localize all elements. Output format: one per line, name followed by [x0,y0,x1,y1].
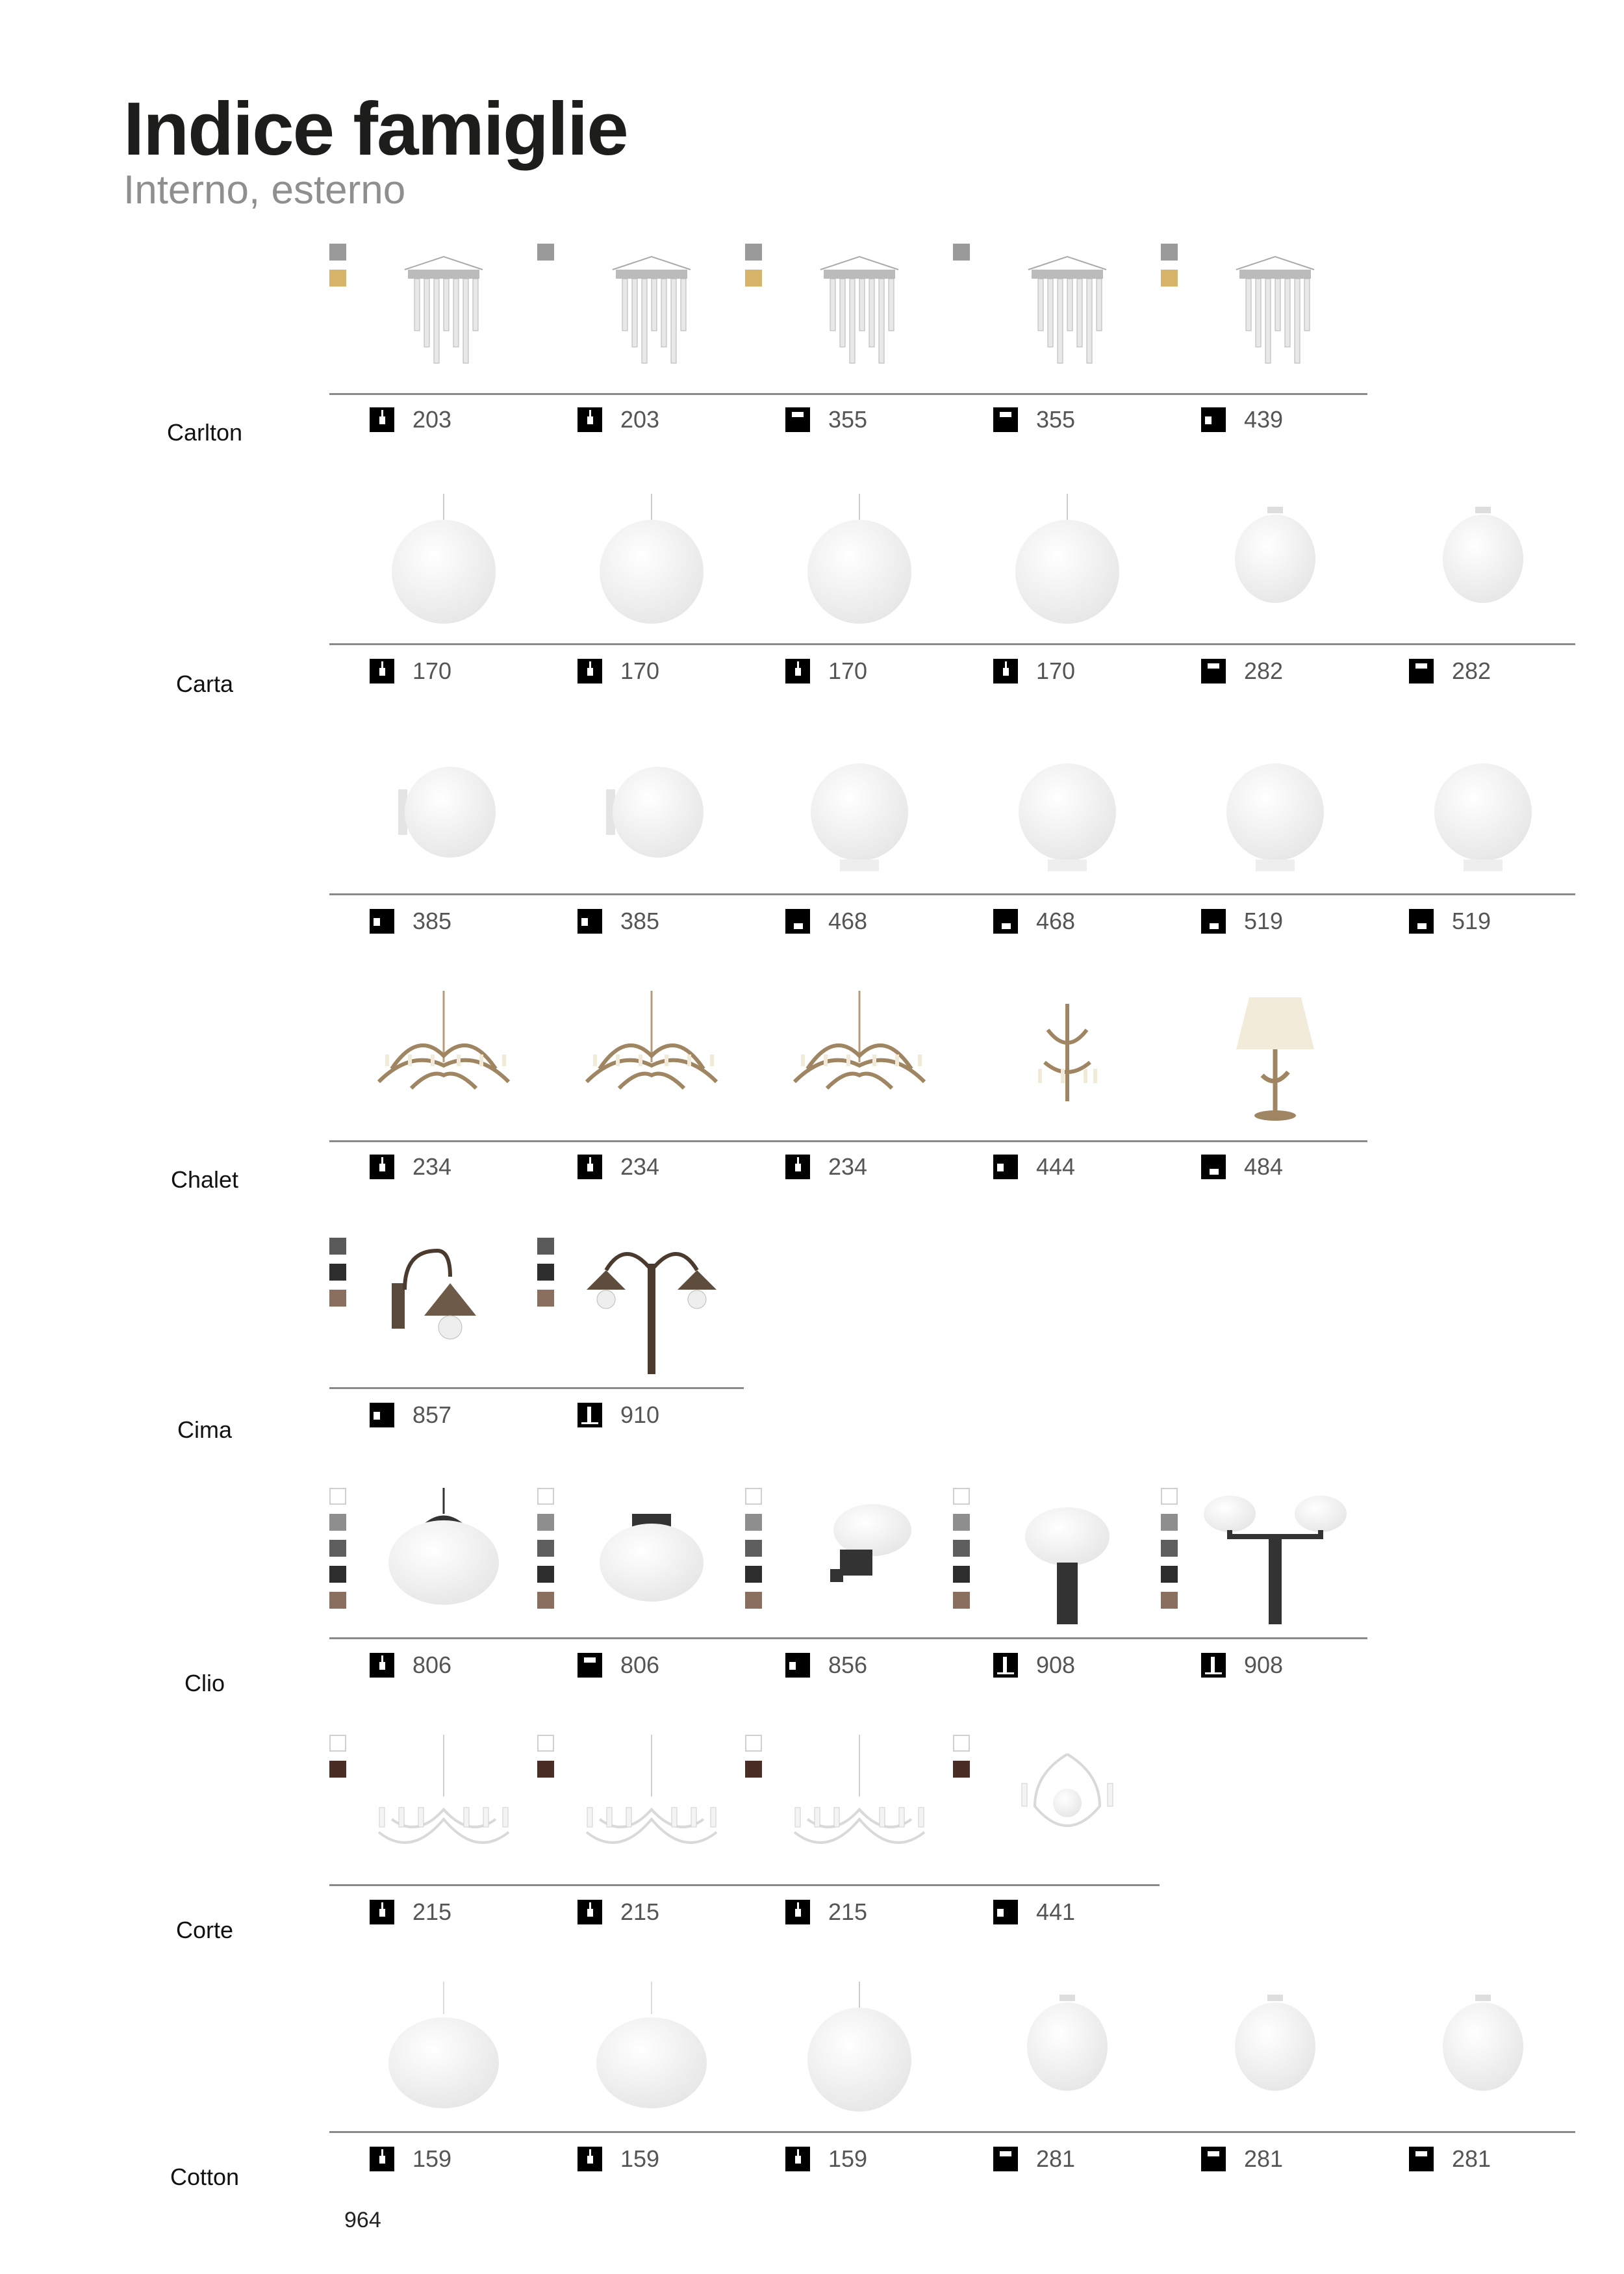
page-reference [993,1898,1075,1926]
page-ref-number[interactable]: 170 [412,658,452,684]
finish-swatch [745,1735,762,1752]
product-image [1392,494,1574,630]
table-icon [993,909,1018,934]
finish-swatch [537,1761,554,1778]
product-image [976,1488,1158,1624]
page-ref-number[interactable]: 234 [412,1153,452,1180]
page-ref-number[interactable]: 282 [1452,658,1491,684]
product-image [768,244,950,380]
product-image [561,1238,742,1374]
finish-swatch [537,244,554,261]
page-ref-number[interactable]: 856 [828,1652,868,1678]
wall-icon [1201,407,1226,432]
product-image [976,1735,1158,1871]
page-reference [785,908,867,935]
family-name: Chalet [170,1166,239,1193]
product-image [1184,991,1366,1127]
finish-swatch [537,1264,554,1281]
product-card[interactable] [953,244,1160,439]
product-card[interactable] [1369,1982,1575,2178]
product-card[interactable] [1369,744,1575,940]
page-reference [785,1652,867,1679]
finish-swatch [329,1264,346,1281]
product-card[interactable] [953,1488,1160,1684]
finish-swatches [745,1488,762,1618]
finish-swatch [537,1514,554,1531]
finish-swatch [537,1592,554,1609]
page-ref-number[interactable]: 806 [412,1652,452,1678]
page-ref-number[interactable]: 234 [828,1153,868,1180]
page-reference [577,2145,659,2173]
product-card[interactable] [537,1238,744,1434]
ceiling-icon [1201,2147,1226,2171]
page-ref-number[interactable]: 281 [1244,2145,1284,2172]
page-ref-number[interactable]: 159 [620,2145,660,2172]
product-card[interactable] [329,1735,536,1931]
page-ref-number[interactable]: 282 [1244,658,1284,684]
post-icon [577,1403,602,1427]
product-image [768,1488,950,1624]
product-image [976,494,1158,630]
page-ref-number[interactable]: 215 [412,1898,452,1925]
product-card[interactable] [537,494,744,690]
product-image [768,1735,950,1871]
product-image [561,244,742,380]
product-image [353,1982,535,2118]
page-reference [370,908,451,935]
finish-swatches [329,1238,346,1316]
finish-swatch [745,270,762,287]
page-reference [993,908,1075,935]
finish-swatches [537,1238,554,1316]
finish-swatch [537,1290,554,1307]
pendant-icon [785,659,810,683]
product-card[interactable] [1161,991,1367,1186]
wall-icon [370,909,394,934]
finish-swatch [1161,1514,1178,1531]
family-name: Cotton [170,2164,240,2190]
finish-swatches [537,1488,554,1618]
family-name: Carta [175,671,234,697]
pendant-icon [577,407,602,432]
page-ref-number[interactable]: 441 [1036,1898,1076,1925]
finish-swatch [329,270,346,287]
product-image [1184,1982,1366,2118]
page-reference [1201,1153,1283,1181]
page-reference [370,1898,451,1926]
product-card[interactable] [1369,494,1575,690]
finish-swatch [329,244,346,261]
product-image [561,991,742,1127]
finish-swatch [1161,1566,1178,1583]
ceiling-icon [577,1653,602,1678]
product-image [1184,494,1366,630]
product-card[interactable] [329,991,536,1186]
page-ref-number[interactable]: 170 [1036,658,1076,684]
page-ref-number[interactable]: 519 [1244,908,1284,934]
page-reference [577,406,659,433]
product-card[interactable] [329,1238,536,1434]
product-image [768,1982,950,2118]
finish-swatch [953,1761,970,1778]
family-name: Clio [184,1670,225,1696]
finish-swatch [537,1566,554,1583]
finish-swatch [1161,1540,1178,1557]
page-reference [1201,2145,1283,2173]
finish-swatch [745,1488,762,1505]
ceiling-icon [993,2147,1018,2171]
page-ref-number[interactable]: 908 [1244,1652,1284,1678]
product-card[interactable] [745,244,952,439]
page-reference [1201,658,1283,685]
page-ref-number[interactable]: 908 [1036,1652,1076,1678]
finish-swatch [329,1592,346,1609]
pendant-icon [993,659,1018,683]
product-image [561,744,742,880]
page-reference [577,658,659,685]
product-image [561,1735,742,1871]
family-name: Corte [175,1917,234,1943]
product-card[interactable] [537,991,744,1186]
product-card[interactable] [1161,1982,1367,2178]
pendant-icon [577,659,602,683]
product-image [1184,244,1366,380]
finish-swatches [1161,1488,1178,1618]
product-image [561,1982,742,2118]
product-card[interactable] [1161,1488,1367,1684]
page-reference [370,658,451,685]
finish-swatch [745,1592,762,1609]
ceiling-icon [785,407,810,432]
product-card[interactable] [745,494,952,690]
product-image [353,244,535,380]
product-image [768,744,950,880]
page-ref-number[interactable]: 281 [1452,2145,1491,2172]
post-icon [993,1653,1018,1678]
finish-swatch [537,1735,554,1752]
finish-swatch [329,1761,346,1778]
page-reference [785,658,867,685]
finish-swatches [953,1488,970,1618]
product-image [976,244,1158,380]
finish-swatch [1161,1592,1178,1609]
finish-swatch [745,1761,762,1778]
page-ref-number[interactable]: 281 [1036,2145,1076,2172]
page-reference [370,1153,451,1181]
family-name: Carlton [166,419,243,446]
wall-icon [577,909,602,934]
finish-swatches [1161,244,1178,296]
page-reference [1409,658,1491,685]
finish-swatch [745,1514,762,1531]
page-reference [1201,406,1283,433]
wall-icon [993,1900,1018,1924]
page-ref-number[interactable]: 170 [828,658,868,684]
product-card[interactable] [953,1982,1160,2178]
finish-swatch [953,244,970,261]
page-reference [1409,2145,1491,2173]
pendant-icon [577,1900,602,1924]
page-ref-number[interactable]: 203 [412,406,452,433]
page-reference [370,1401,451,1429]
page-reference [1201,1652,1283,1679]
pendant-icon [577,1155,602,1179]
page-reference [370,2145,451,2173]
finish-swatch [329,1566,346,1583]
page-reference [993,1652,1075,1679]
product-card[interactable] [1161,744,1367,940]
product-card[interactable] [537,244,744,439]
product-card[interactable] [329,744,536,940]
product-card[interactable] [953,1735,1160,1931]
product-image [768,494,950,630]
finish-swatch [745,1540,762,1557]
pendant-icon [370,1653,394,1678]
finish-swatch [953,1488,970,1505]
finish-swatches [537,244,554,270]
page-reference [577,1898,659,1926]
finish-swatches [745,1735,762,1787]
product-image [353,1488,535,1624]
product-image [768,991,950,1127]
product-card[interactable] [953,494,1160,690]
page-ref-number[interactable]: 444 [1036,1153,1076,1180]
table-icon [1201,1155,1226,1179]
page-ref-number[interactable]: 170 [620,658,660,684]
product-card[interactable] [537,744,744,940]
product-card[interactable] [329,494,536,690]
product-image [353,991,535,1127]
finish-swatch [745,1566,762,1583]
product-card[interactable] [329,1488,536,1684]
product-image [561,1488,742,1624]
page-reference [993,1153,1075,1181]
product-card[interactable] [1161,244,1367,439]
page-reference [577,1153,659,1181]
page-ref-number[interactable]: 468 [828,908,868,934]
product-image [1184,1488,1366,1624]
product-image [353,744,535,880]
finish-swatches [745,244,762,296]
finish-swatch [329,1735,346,1752]
wall-icon [993,1155,1018,1179]
table-icon [1409,909,1434,934]
ceiling-icon [1409,2147,1434,2171]
product-image [353,1735,535,1871]
finish-swatches [329,244,346,296]
page-ref-number[interactable]: 215 [828,1898,868,1925]
product-card[interactable] [1161,494,1367,690]
page-reference [993,658,1075,685]
ceiling-icon [1201,659,1226,683]
page-reference [577,908,659,935]
product-card[interactable] [537,1488,744,1684]
finish-swatches [953,1735,970,1787]
page-reference [785,1898,867,1926]
pendant-icon [370,407,394,432]
finish-swatches [329,1488,346,1618]
page-ref-number[interactable]: 519 [1452,908,1491,934]
pendant-icon [370,659,394,683]
finish-swatch [953,1540,970,1557]
finish-swatch [329,1238,346,1255]
page-ref-number[interactable]: 159 [412,2145,452,2172]
page-reference [785,406,867,433]
product-card[interactable] [745,991,952,1186]
finish-swatch [537,1488,554,1505]
wall-icon [370,1403,394,1427]
finish-swatch [329,1514,346,1531]
family-name: Cima [177,1416,232,1443]
page-reference [785,1153,867,1181]
pendant-icon [370,2147,394,2171]
page-reference [577,1401,659,1429]
page-ref-number[interactable]: 203 [620,406,660,433]
page-reference [370,406,451,433]
product-image [1184,744,1366,880]
ceiling-icon [993,407,1018,432]
page-ref-number[interactable]: 806 [620,1652,660,1678]
page-reference [785,2145,867,2173]
product-image [1392,744,1574,880]
page-number: 964 [344,2208,381,2232]
page-subtitle: Interno, esterno [123,168,406,212]
product-image [976,991,1158,1127]
page-reference [993,2145,1075,2173]
page-ref-number[interactable]: 857 [412,1401,452,1428]
finish-swatches [537,1735,554,1787]
finish-swatch [537,1540,554,1557]
page-reference [1201,908,1283,935]
product-card[interactable] [745,744,952,940]
post-icon [1201,1653,1226,1678]
finish-swatch [1161,1488,1178,1505]
page-ref-number[interactable]: 215 [620,1898,660,1925]
product-image [353,494,535,630]
page-ref-number[interactable]: 355 [828,406,868,433]
finish-swatch [745,244,762,261]
product-card[interactable] [329,1982,536,2178]
page-ref-number[interactable]: 385 [620,908,660,934]
finish-swatch [953,1592,970,1609]
product-card[interactable] [329,244,536,439]
page-ref-number[interactable]: 159 [828,2145,868,2172]
product-card[interactable] [745,1982,952,2178]
product-image [353,1238,535,1374]
finish-swatch [537,1238,554,1255]
page-title: Indice famiglie [123,86,628,171]
wall-icon [785,1653,810,1678]
product-image [976,744,1158,880]
page-reference [1409,908,1491,935]
product-image [561,494,742,630]
finish-swatch [953,1735,970,1752]
finish-swatch [953,1566,970,1583]
page-reference [370,1652,451,1679]
product-card[interactable] [537,1735,744,1931]
finish-swatch [1161,270,1178,287]
pendant-icon [370,1155,394,1179]
finish-swatches [953,244,970,270]
page-ref-number[interactable]: 910 [620,1401,660,1428]
finish-swatch [1161,244,1178,261]
product-card[interactable] [953,744,1160,940]
table-icon [785,909,810,934]
page-ref-number[interactable]: 355 [1036,406,1076,433]
pendant-icon [577,2147,602,2171]
finish-swatch [953,1514,970,1531]
page-ref-number[interactable]: 439 [1244,406,1284,433]
pendant-icon [785,1900,810,1924]
page-reference [577,1652,659,1679]
product-image [976,1982,1158,2118]
page-ref-number[interactable]: 234 [620,1153,660,1180]
finish-swatches [329,1735,346,1787]
page-ref-number[interactable]: 468 [1036,908,1076,934]
product-image [1392,1982,1574,2118]
page-reference [993,406,1075,433]
finish-swatch [329,1290,346,1307]
pendant-icon [785,1155,810,1179]
finish-swatch [329,1488,346,1505]
table-icon [1201,909,1226,934]
product-card[interactable] [953,991,1160,1186]
pendant-icon [785,2147,810,2171]
product-card[interactable] [745,1488,952,1684]
finish-swatch [329,1540,346,1557]
product-card[interactable] [745,1735,952,1931]
ceiling-icon [1409,659,1434,683]
pendant-icon [370,1900,394,1924]
page-ref-number[interactable]: 385 [412,908,452,934]
page-ref-number[interactable]: 484 [1244,1153,1284,1180]
product-card[interactable] [537,1982,744,2178]
